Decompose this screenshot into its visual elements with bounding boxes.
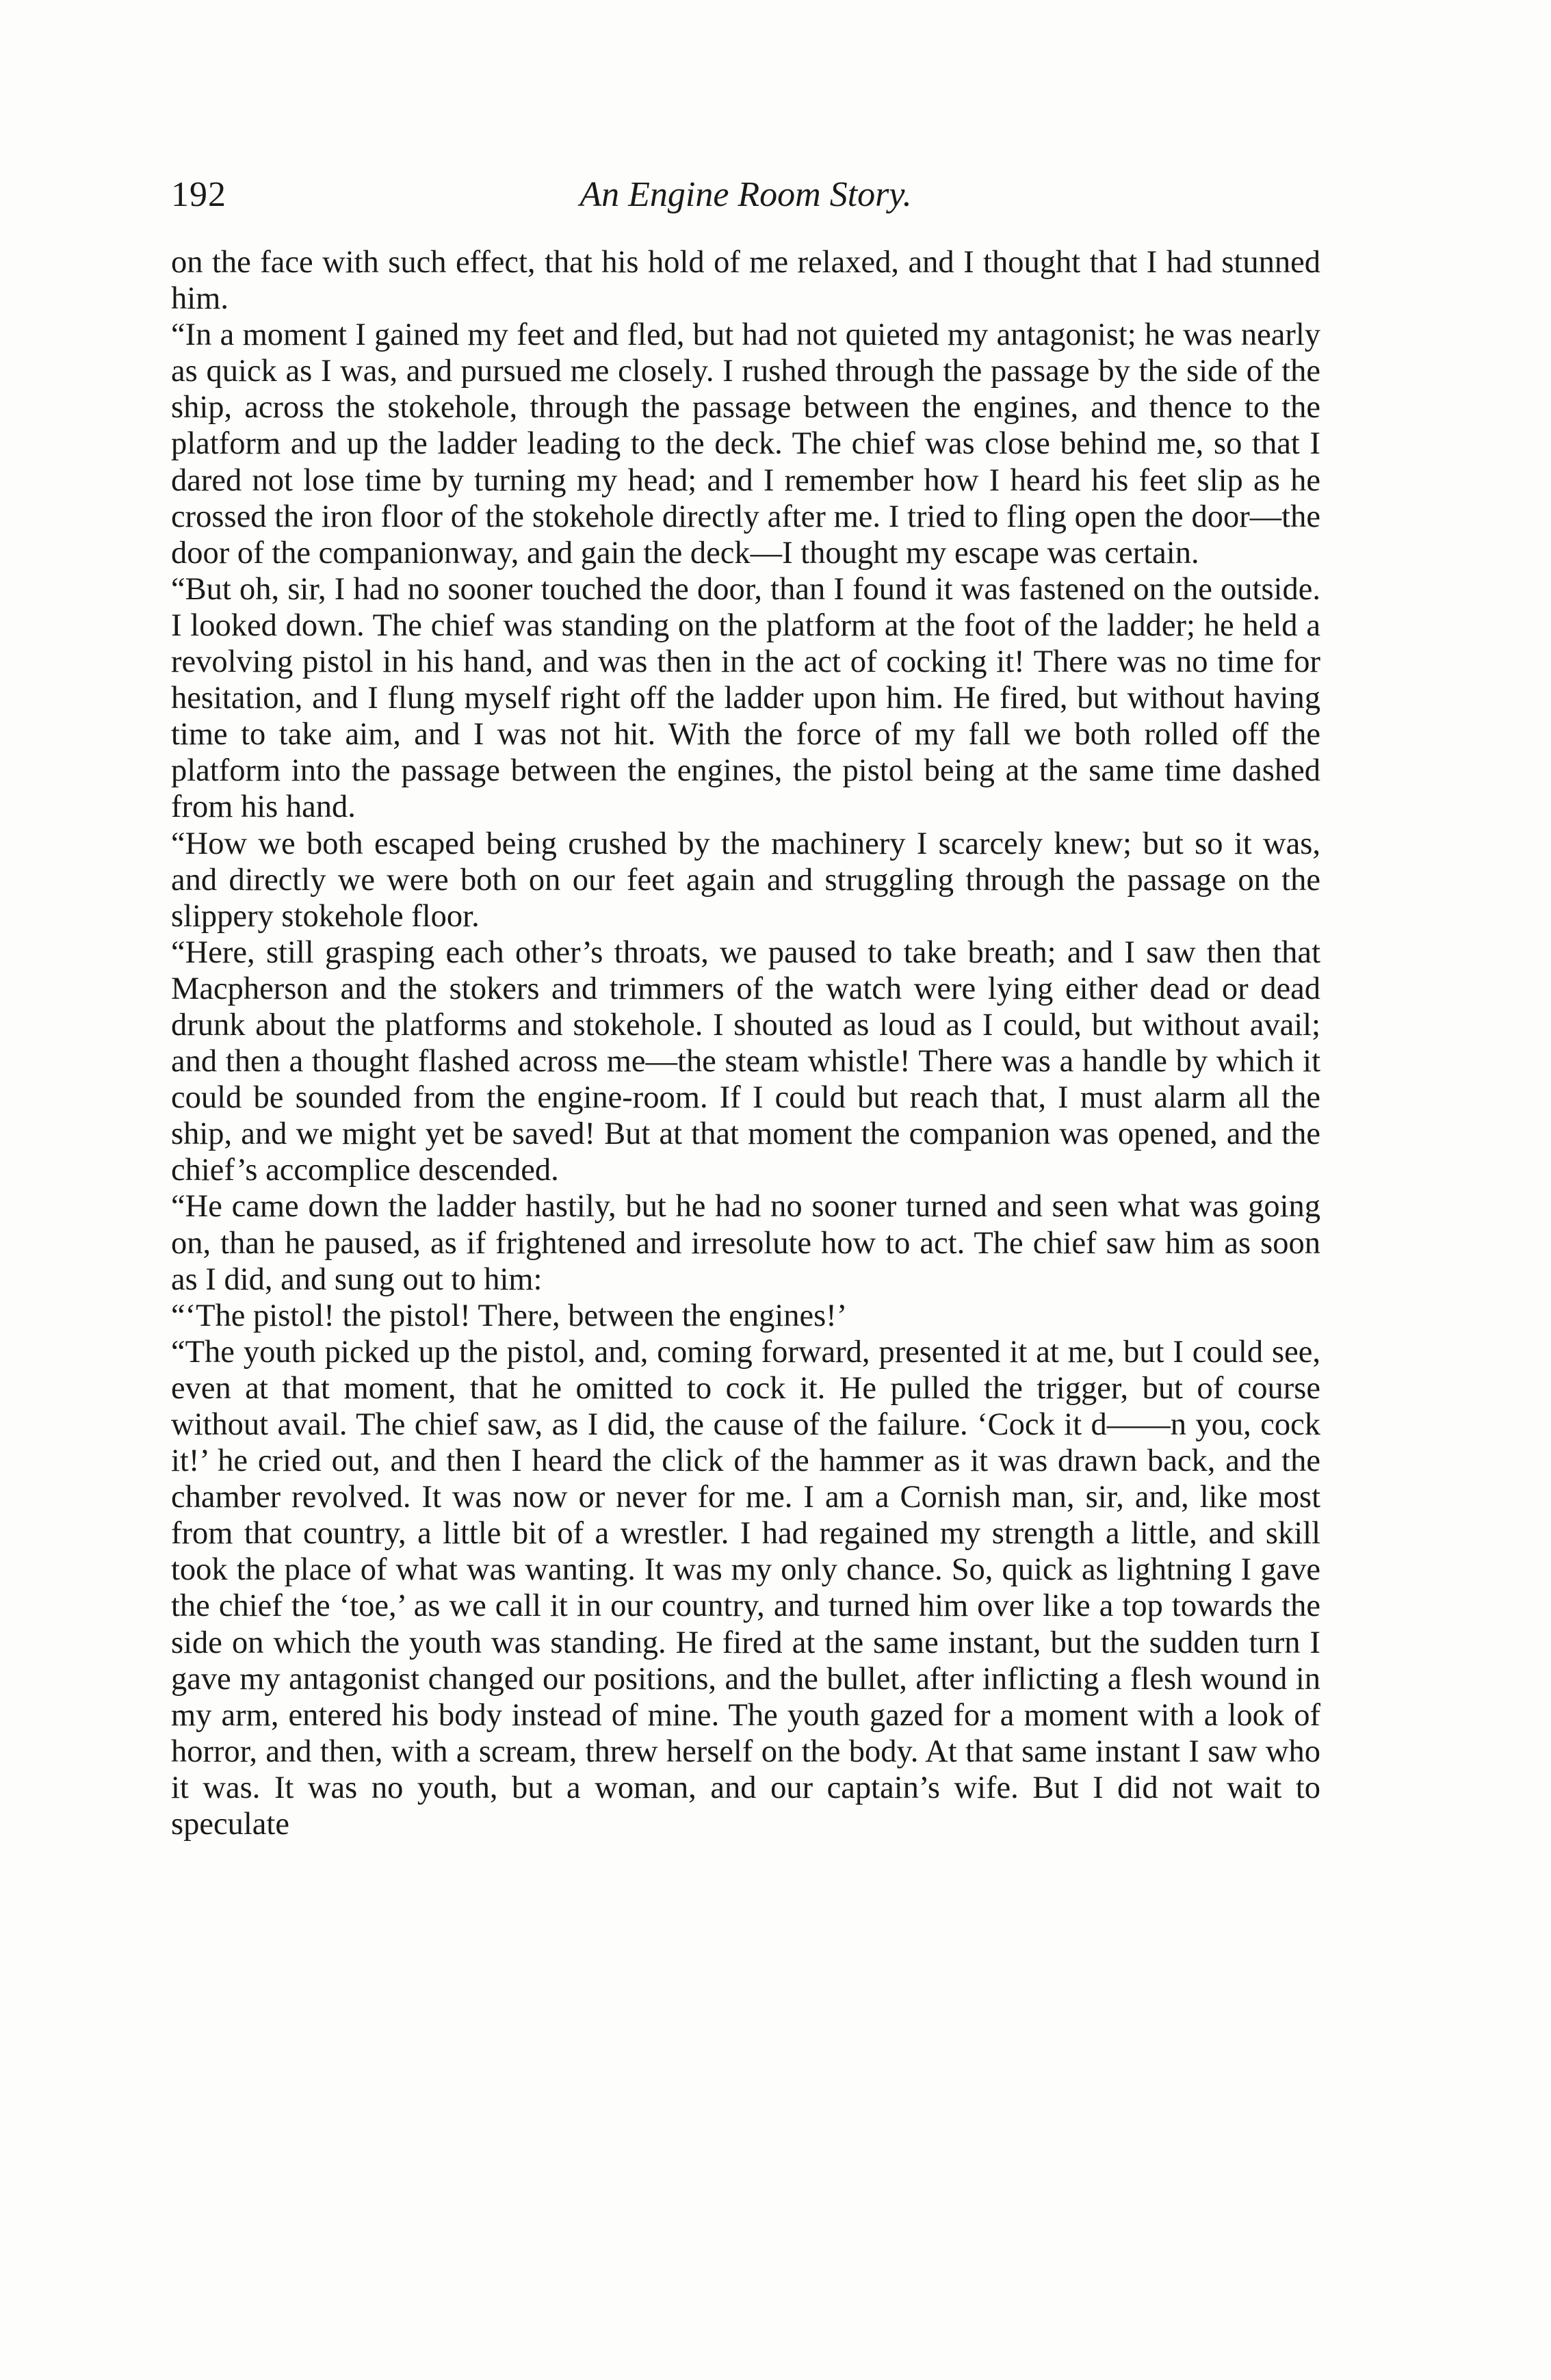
paragraph: “He came down the ladder hastily, but he had no sooner turned and seen what was going on, than he paused, as if frightened and irresolute how to act. The chief saw him as soon as I did, and sung out to him: [171,1189,1320,1297]
body-text [171,244,1320,1842]
page-number: 192 [171,175,226,214]
paragraph: on the face with such effect, that his hold of me relaxed, and I thought that I had stunned him. [171,245,1320,317]
page-header [171,174,1320,229]
paragraph: “The youth picked up the pistol, and, coming forward, presented it at me, but I could see, even at that moment, that he omitted to cock it. He pulled the trigger, but of course without avail. The chief saw, as I did, the cause of the failure. ‘Cock it d——n you, cock it!’ he cried out, and then I heard the click of the hammer as it was drawn back, and the chamber revolved. It was now or never for me. I am a Cornish man, sir, and, like most from that country, a little bit of a wrestler. I had regained my strength a little, and skill took the place of what was wanting. It was my only chance. So, quick as lightning I gave the chief the ‘toe,’ as we call it in our country, and turned him over like a top towards the side on which the youth was standing. He fired at the same instant, but the sudden turn I gave my antagonist changed our positions, and the bullet, after inflicting a flesh wound in my arm, entered his body instead of mine. The youth gazed for a moment with a look of horror, and then, with a scream, threw herself on the body. At that same instant I saw who it was. It was no youth, but a woman, and our captain’s wife. But I did not wait to speculate [171,1334,1320,1842]
running-title: An Engine Room Story. [579,175,912,214]
paragraph: “‘The pistol! the pistol! There, between the engines!’ [171,1298,848,1333]
paragraph: “But oh, sir, I had no sooner touched the door, than I found it was fastened on the outside. I looked down. The chief was standing on the platform at the foot of the ladder; he held a revolving pistol in his hand, and was then in the act of cocking it! There was no time for hesitation, and I flung myself right off the ladder upon him. He fired, but without having time to take aim, and I was not hit. With the force of my fall we both rolled off the platform into the passage between the engines, the pistol being at the same time dashed from his hand. [171,571,1320,825]
paragraph: “In a moment I gained my feet and fled, but had not quieted my antagonist; he was nearly as quick as I was, and pursued me closely. I rushed through the passage by the side of the ship, across the stokehole, through the passage between the engines, and thence to the platform and up the ladder leading to the deck. The chief was close behind me, so that I dared not lose time by turning my head; and I remember how I heard his feet slip as he crossed the iron floor of the stokehole directly after me. I tried to fling open the door—the door of the companionway, and gain the deck—I thought my escape was certain. [171,317,1320,571]
paragraph: “Here, still grasping each other’s throats, we paused to take breath; and I saw then that Macpherson and the stokers and trimmers of the watch were lying either dead or dead drunk about the platforms and stokehole. I shouted as loud as I could, but without avail; and then a thought flashed across me—the steam whistle! There was a handle by which it could be sounded from the engine-room. If I could but reach that, I must alarm all the ship, and we might yet be saved! But at that moment the companion was opened, and the chief’s accomplice descended. [171,934,1320,1188]
paragraph: “How we both escaped being crushed by the machinery I scarcely knew; but so it was, and directly we were both on our feet again and struggling through the passage on the slippery stokehole floor. [171,826,1320,934]
